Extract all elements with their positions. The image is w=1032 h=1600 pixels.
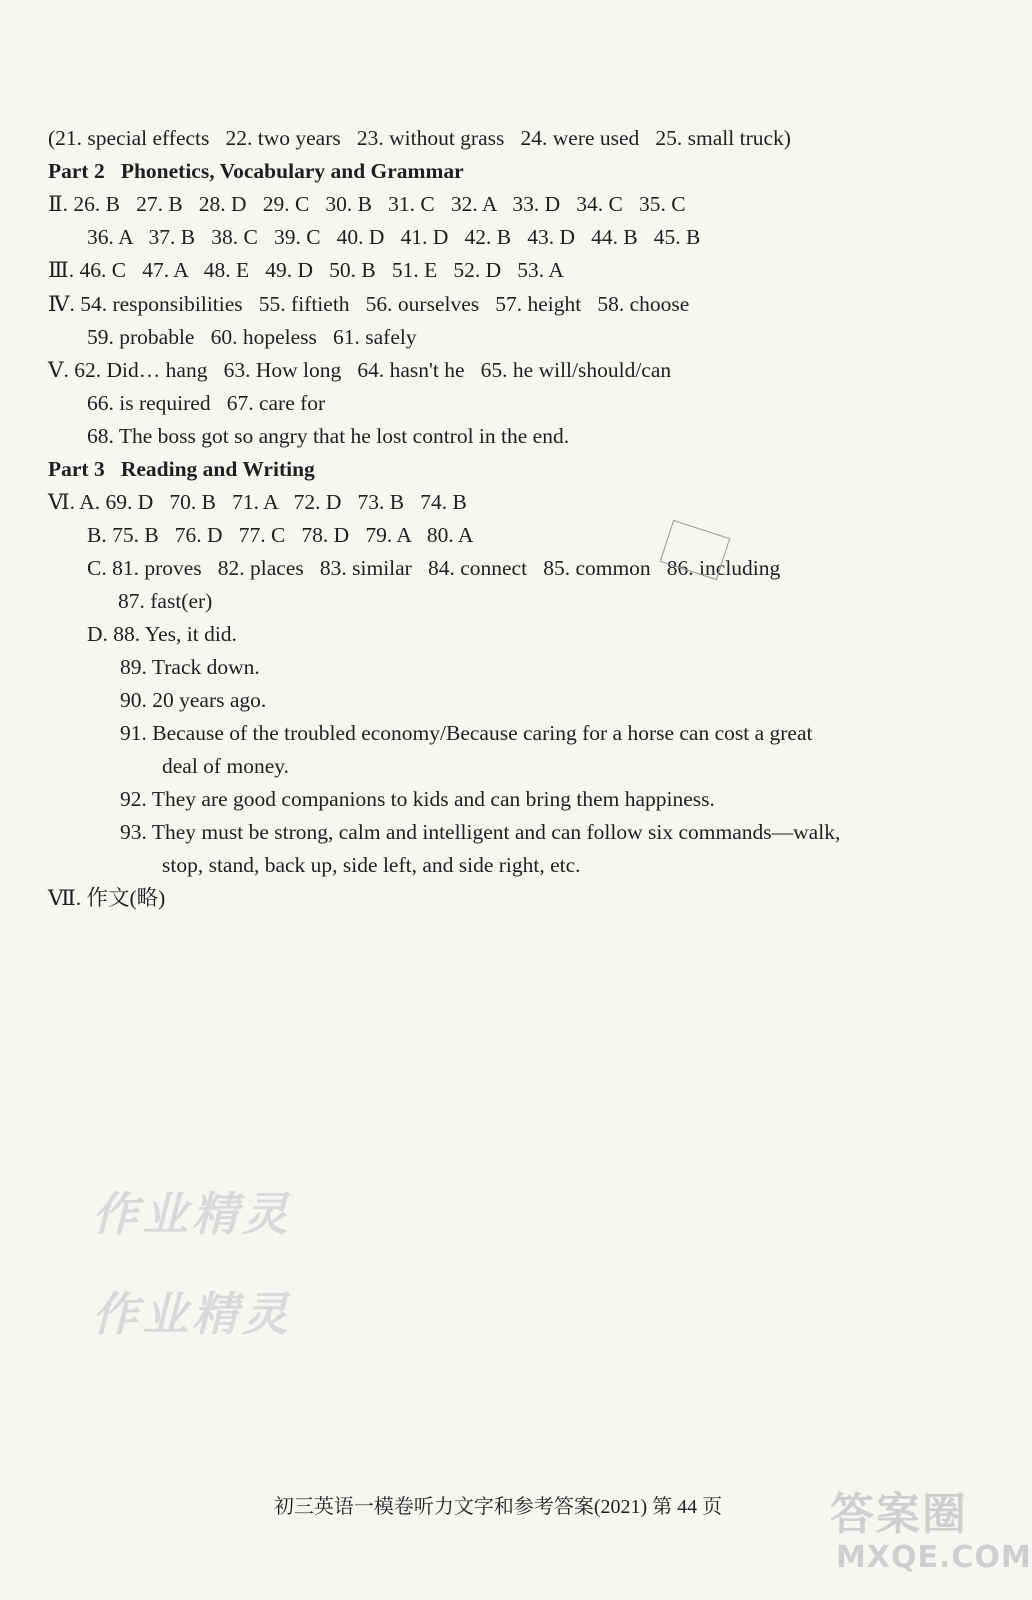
corner-logo [822, 1478, 1032, 1593]
answer-line-5: Ⅳ. 54. responsibilities 55. fiftieth 56. ourselves 57. height 58. choose [48, 292, 690, 316]
answer-line-6: 59. probable 60. hopeless 61. safely [87, 325, 417, 349]
answer-line-0: (21. special effects 22. two years 23. without grass 24. were used 25. small truck) [48, 126, 791, 150]
answer-line-18: 91. Because of the troubled economy/Because caring for a horse can cost a great [120, 721, 813, 745]
section-heading-part-2: Part 2 Phonetics, Vocabulary and Grammar [48, 159, 464, 183]
corner-logo-url: MXQE.COM [836, 1540, 1032, 1575]
answer-line-12: B. 75. B 76. D 77. C 78. D 79. A 80. A [87, 523, 474, 547]
answer-line-20: 92. They are good companions to kids and can bring them happiness. [120, 787, 715, 811]
watermark-bottom: 作业精灵 [92, 1287, 292, 1341]
answer-line-13: C. 81. proves 82. places 83. similar 84. connect 85. common 86. including [87, 556, 781, 580]
answer-line-7: Ⅴ. 62. Did… hang 63. How long 64. hasn't he 65. he will/should/can [48, 358, 672, 382]
answer-line-3: 36. A 37. B 38. C 39. C 40. D 41. D 42. B 43. D 44. B 45. B [87, 225, 701, 249]
answer-line-9: 68. The boss got so angry that he lost control in the end. [87, 424, 570, 448]
answer-line-4: Ⅲ. 46. C 47. A 48. E 49. D 50. B 51. E 52. D 53. A [48, 258, 564, 282]
section-heading-part-3: Part 3 Reading and Writing [48, 457, 315, 481]
answer-line-23: Ⅶ. 作文(略) [48, 886, 166, 910]
answer-line-14: 87. fast(er) [118, 589, 213, 613]
answer-line-19: deal of money. [162, 754, 289, 778]
answer-line-16: 89. Track down. [120, 655, 260, 679]
corner-logo-text: 答案圈 [830, 1489, 968, 1540]
page-footer: 初三英语一模卷听力文字和参考答案(2021) 第 44 页 [273, 1496, 723, 1518]
answer-line-2: Ⅱ. 26. B 27. B 28. D 29. C 30. B 31. C 32. A 33. D 34. C 35. C [48, 192, 686, 216]
watermark-top: 作业精灵 [92, 1187, 292, 1241]
answer-line-22: stop, stand, back up, side left, and side right, etc. [162, 853, 581, 877]
answer-line-17: 90. 20 years ago. [120, 688, 267, 712]
answer-line-8: 66. is required 67. care for [87, 391, 326, 415]
answer-line-15: D. 88. Yes, it did. [87, 622, 237, 646]
answer-line-11: Ⅵ. A. 69. D 70. B 71. A 72. D 73. B 74. B [48, 490, 467, 514]
answer-line-21: 93. They must be strong, calm and intelligent and can follow six commands—walk, [120, 820, 841, 844]
